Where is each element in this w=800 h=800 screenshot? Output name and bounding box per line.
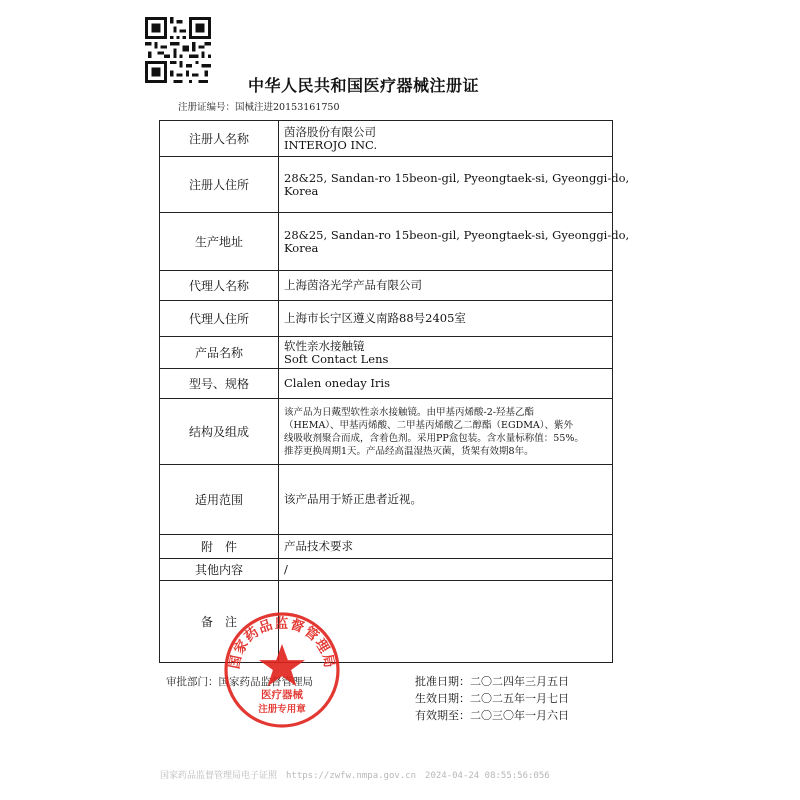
row-label: 其他内容	[160, 559, 279, 581]
row-label: 代理人名称	[160, 271, 279, 301]
table-row	[160, 213, 613, 271]
registration-number	[178, 99, 340, 113]
value-line: Korea	[284, 183, 319, 198]
value-line: 推荐更换周期1天。产品经高温湿热灭菌，货架有效期8年。	[284, 445, 534, 457]
value-line: 软性亲水接触镜	[284, 338, 365, 353]
value-line: 茵洛股份有限公司	[284, 124, 376, 139]
table-row	[160, 535, 613, 559]
registration-number-value: 国械注进20153161750	[235, 102, 340, 113]
row-value	[279, 301, 613, 337]
value-line: Clalen oneday Iris	[284, 376, 391, 390]
row-value	[279, 399, 613, 465]
row-value	[279, 559, 613, 581]
row-label: 备 注	[160, 581, 279, 663]
row-label: 产品名称	[160, 337, 279, 369]
seal-ring-text: 国家药品监督管理局	[226, 615, 338, 671]
row-value	[279, 271, 613, 301]
value-line: 线吸收剂聚合而成，含着色剂。采用PP盒包装。含水量标称值：55%。	[284, 432, 584, 444]
expiry-date: 有效期至：二〇三〇年一月六日	[415, 709, 569, 722]
row-label: 注册人名称	[160, 121, 279, 157]
table-row	[160, 399, 613, 465]
electronic-certificate-watermark: 国家药品监督管理局电子证照 https://zwfw.nmpa.gov.cn 2024-04-24 08:55:56:056	[160, 771, 550, 781]
table-row	[160, 337, 613, 369]
seal-line2: 注册专用章	[258, 704, 306, 715]
approver-label: 审批部门：	[166, 676, 219, 688]
table-row	[160, 559, 613, 581]
value-line: （HEMA）、甲基丙烯酸、二甲基丙烯酸乙二醇酯（EGDMA）、紫外	[284, 419, 574, 431]
table-row	[160, 369, 613, 399]
table-row	[160, 465, 613, 535]
row-label: 适用范围	[160, 465, 279, 535]
official-seal-icon	[222, 610, 342, 730]
registration-number-label: 注册证编号：	[178, 102, 236, 113]
qr-code	[145, 17, 211, 83]
dates-block	[415, 673, 569, 724]
row-value	[279, 157, 630, 213]
value-line: 28&25, Sandan-ro 15beon-gil, Pyeongtaek-si, Gyeonggi-do,	[284, 170, 630, 185]
certificate-table	[159, 120, 630, 663]
value-line: 28&25, Sandan-ro 15beon-gil, Pyeongtaek-si, Gyeonggi-do,	[284, 227, 630, 242]
row-label: 附 件	[160, 535, 279, 559]
value-line: 产品技术要求	[284, 539, 353, 553]
value-line: 该产品为日戴型软性亲水接触镜。由甲基丙烯酸-2-羟基乙酯	[284, 406, 534, 418]
row-label: 注册人住所	[160, 157, 279, 213]
row-value	[279, 535, 613, 559]
value-line: 上海茵洛光学产品有限公司	[284, 278, 422, 292]
seal-line1: 医疗器械	[261, 689, 303, 701]
effective-date: 生效日期：二〇二五年一月七日	[415, 692, 569, 705]
value-line: Soft Contact Lens	[284, 351, 389, 366]
row-label: 生产地址	[160, 213, 279, 271]
row-value	[279, 465, 613, 535]
value-line: 该产品用于矫正患者近视。	[284, 492, 422, 506]
row-label: 型号、规格	[160, 369, 279, 399]
value-line: Korea	[284, 240, 319, 255]
value-line: 上海市长宁区遵义南路88号2405室	[284, 311, 466, 325]
seal-star	[259, 644, 305, 686]
row-value	[279, 337, 613, 369]
approver-name: 国家药品监督管理局	[218, 676, 313, 688]
row-value	[279, 121, 613, 157]
certificate-title: 中华人民共和国医疗器械注册证	[248, 76, 480, 95]
row-value	[279, 369, 613, 399]
row-label: 结构及组成	[160, 399, 279, 465]
value-line: INTEROJO INC.	[284, 137, 378, 152]
table-row	[160, 271, 613, 301]
approval-date: 批准日期：二〇二四年三月五日	[415, 675, 569, 688]
value-line: /	[284, 562, 288, 576]
table-row	[160, 121, 613, 157]
row-value	[279, 213, 630, 271]
table-row	[160, 157, 613, 213]
row-label: 代理人住所	[160, 301, 279, 337]
table-row	[160, 301, 613, 337]
